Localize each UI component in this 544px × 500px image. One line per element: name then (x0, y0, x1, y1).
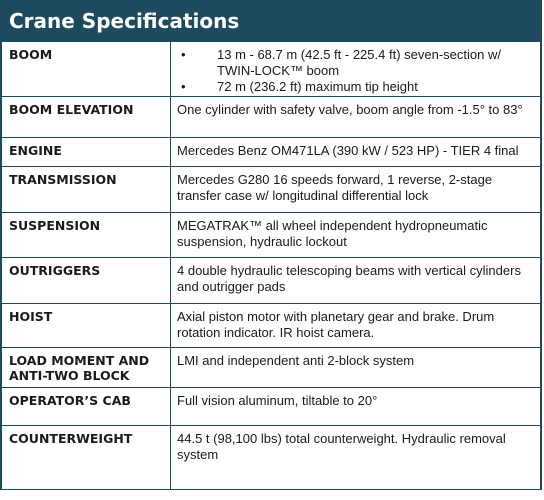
table-row (2, 213, 541, 258)
page-title: Crane Specifications (1, 1, 541, 41)
row-label: OPERATOR’S CAB (2, 388, 171, 426)
row-value: Mercedes G280 16 speeds forward, 1 reverse, 2-stage transfer case w/ longitudinal differential lock (171, 167, 541, 213)
row-label: LOAD MOMENT AND ANTI-TWO BLOCK (2, 348, 171, 388)
bullet-list (177, 47, 534, 95)
row-label: OUTRIGGERS (2, 258, 171, 304)
row-value: 44.5 t (98,100 lbs) total counterweight. Hydraulic removal system (171, 426, 541, 490)
table-row (2, 138, 541, 167)
row-label: BOOM ELEVATION (2, 97, 171, 138)
row-label: ENGINE (2, 138, 171, 167)
list-item: • 13 m - 68.7 m (42.5 ft - 225.4 ft) seven-section w/ TWIN-LOCK™ boom (177, 47, 534, 79)
row-label: BOOM (2, 42, 171, 97)
table-row (2, 258, 541, 304)
row-value: Axial piston motor with planetary gear and brake. Drum rotation indicator. IR hoist camera. (171, 304, 541, 348)
row-value: Full vision aluminum, tiltable to 20° (171, 388, 541, 426)
row-label: TRANSMISSION (2, 167, 171, 213)
table-row (2, 97, 541, 138)
row-label: HOIST (2, 304, 171, 348)
table-row (2, 42, 541, 97)
table-row (2, 304, 541, 348)
table-row (2, 426, 541, 490)
list-item: • 72 m (236.2 ft) maximum tip height (177, 79, 534, 95)
table-row (2, 167, 541, 213)
row-value (171, 42, 541, 97)
row-label: COUNTERWEIGHT (2, 426, 171, 490)
row-value: One cylinder with safety valve, boom angle from -1.5° to 83° (171, 97, 541, 138)
table-row (2, 388, 541, 426)
row-value: LMI and independent anti 2-block system (171, 348, 541, 388)
spec-table (1, 41, 541, 490)
row-value: MEGATRAK™ all wheel independent hydropneumatic suspension, hydraulic lockout (171, 213, 541, 258)
row-label: SUSPENSION (2, 213, 171, 258)
table-row (2, 348, 541, 388)
row-value: 4 double hydraulic telescoping beams with vertical cylinders and outrigger pads (171, 258, 541, 304)
row-value: Mercedes Benz OM471LA (390 kW / 523 HP) - TIER 4 final (171, 138, 541, 167)
